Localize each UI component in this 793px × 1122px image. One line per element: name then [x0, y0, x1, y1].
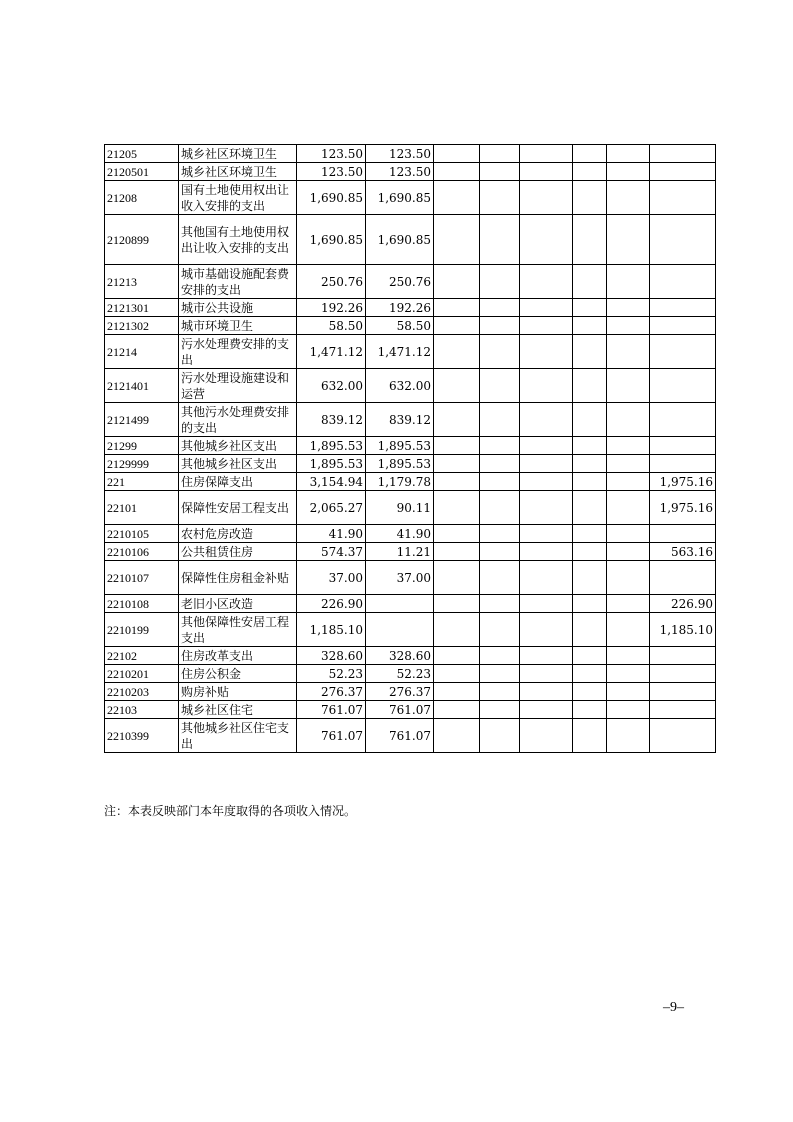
- col1-cell: 761.07: [366, 719, 434, 753]
- col6-cell: [607, 369, 650, 403]
- table-row: [105, 473, 716, 491]
- code-cell: 21213: [105, 265, 179, 299]
- item-name-cell: 其他保障性安居工程支出: [179, 613, 297, 647]
- col1-cell: 192.26: [366, 299, 434, 317]
- code-cell: 22103: [105, 701, 179, 719]
- col4-cell: [520, 455, 573, 473]
- col1-cell: 41.90: [366, 525, 434, 543]
- col3-cell: [480, 181, 520, 215]
- col5-cell: [573, 561, 607, 595]
- col1-cell: 52.23: [366, 665, 434, 683]
- col6-cell: [607, 215, 650, 265]
- code-cell: 221: [105, 473, 179, 491]
- col3-cell: [480, 491, 520, 525]
- col7-cell: [650, 145, 716, 163]
- col3-cell: [480, 719, 520, 753]
- item-name-cell: 其他城乡社区住宅支出: [179, 719, 297, 753]
- total-cell: 1,895.53: [297, 455, 366, 473]
- col1-cell: 11.21: [366, 543, 434, 561]
- col7-cell: [650, 369, 716, 403]
- item-name-cell: 污水处理设施建设和运营: [179, 369, 297, 403]
- col4-cell: [520, 701, 573, 719]
- col7-cell: 1,975.16: [650, 491, 716, 525]
- col4-cell: [520, 437, 573, 455]
- col6-cell: [607, 491, 650, 525]
- table-row: [105, 145, 716, 163]
- col4-cell: [520, 335, 573, 369]
- item-name-cell: 城乡社区环境卫生: [179, 163, 297, 181]
- total-cell: 250.76: [297, 265, 366, 299]
- col7-cell: [650, 701, 716, 719]
- table-row: [105, 683, 716, 701]
- code-cell: 21208: [105, 181, 179, 215]
- total-cell: 192.26: [297, 299, 366, 317]
- col6-cell: [607, 437, 650, 455]
- col2-cell: [434, 613, 480, 647]
- col7-cell: [650, 265, 716, 299]
- total-cell: 2,065.27: [297, 491, 366, 525]
- total-cell: 1,185.10: [297, 613, 366, 647]
- col1-cell: 37.00: [366, 561, 434, 595]
- col7-cell: 1,975.16: [650, 473, 716, 491]
- col3-cell: [480, 543, 520, 561]
- col3-cell: [480, 455, 520, 473]
- code-cell: 2210108: [105, 595, 179, 613]
- col3-cell: [480, 595, 520, 613]
- col1-cell: 1,179.78: [366, 473, 434, 491]
- total-cell: 761.07: [297, 701, 366, 719]
- col2-cell: [434, 595, 480, 613]
- code-cell: 2120501: [105, 163, 179, 181]
- table-row: [105, 595, 716, 613]
- item-name-cell: 老旧小区改造: [179, 595, 297, 613]
- col3-cell: [480, 701, 520, 719]
- col1-cell: 1,690.85: [366, 181, 434, 215]
- table-row: [105, 403, 716, 437]
- col6-cell: [607, 145, 650, 163]
- table-row: [105, 369, 716, 403]
- table-row: [105, 299, 716, 317]
- table-row: [105, 163, 716, 181]
- col6-cell: [607, 265, 650, 299]
- table-row: [105, 561, 716, 595]
- col4-cell: [520, 595, 573, 613]
- col7-cell: [650, 683, 716, 701]
- col1-cell: 250.76: [366, 265, 434, 299]
- col2-cell: [434, 437, 480, 455]
- item-name-cell: 住房改革支出: [179, 647, 297, 665]
- col7-cell: 563.16: [650, 543, 716, 561]
- total-cell: 1,895.53: [297, 437, 366, 455]
- col7-cell: [650, 215, 716, 265]
- col7-cell: [650, 437, 716, 455]
- col5-cell: [573, 403, 607, 437]
- col7-cell: [650, 299, 716, 317]
- col5-cell: [573, 701, 607, 719]
- total-cell: 41.90: [297, 525, 366, 543]
- item-name-cell: 城市环境卫生: [179, 317, 297, 335]
- col2-cell: [434, 317, 480, 335]
- col4-cell: [520, 683, 573, 701]
- col1-cell: [366, 613, 434, 647]
- col5-cell: [573, 437, 607, 455]
- col5-cell: [573, 369, 607, 403]
- col1-cell: 1,895.53: [366, 437, 434, 455]
- col6-cell: [607, 403, 650, 437]
- table-row: [105, 317, 716, 335]
- col7-cell: [650, 719, 716, 753]
- col6-cell: [607, 665, 650, 683]
- col2-cell: [434, 473, 480, 491]
- code-cell: 21299: [105, 437, 179, 455]
- col2-cell: [434, 665, 480, 683]
- col3-cell: [480, 665, 520, 683]
- table-row: [105, 613, 716, 647]
- col7-cell: 226.90: [650, 595, 716, 613]
- code-cell: 2121401: [105, 369, 179, 403]
- col2-cell: [434, 525, 480, 543]
- item-name-cell: 购房补贴: [179, 683, 297, 701]
- col5-cell: [573, 683, 607, 701]
- col6-cell: [607, 455, 650, 473]
- total-cell: 37.00: [297, 561, 366, 595]
- total-cell: 328.60: [297, 647, 366, 665]
- col6-cell: [607, 181, 650, 215]
- item-name-cell: 其他城乡社区支出: [179, 455, 297, 473]
- col2-cell: [434, 299, 480, 317]
- col1-cell: 90.11: [366, 491, 434, 525]
- item-name-cell: 污水处理费安排的支出: [179, 335, 297, 369]
- table-row: [105, 525, 716, 543]
- col2-cell: [434, 145, 480, 163]
- code-cell: 2120899: [105, 215, 179, 265]
- col5-cell: [573, 335, 607, 369]
- item-name-cell: 住房保障支出: [179, 473, 297, 491]
- table-body: [105, 145, 716, 753]
- col6-cell: [607, 595, 650, 613]
- col3-cell: [480, 317, 520, 335]
- col6-cell: [607, 647, 650, 665]
- col6-cell: [607, 163, 650, 181]
- total-cell: 632.00: [297, 369, 366, 403]
- total-cell: 1,690.85: [297, 181, 366, 215]
- col4-cell: [520, 719, 573, 753]
- col3-cell: [480, 163, 520, 181]
- col5-cell: [573, 265, 607, 299]
- code-cell: 2210201: [105, 665, 179, 683]
- col6-cell: [607, 335, 650, 369]
- col6-cell: [607, 683, 650, 701]
- total-cell: 761.07: [297, 719, 366, 753]
- col4-cell: [520, 181, 573, 215]
- col3-cell: [480, 683, 520, 701]
- col2-cell: [434, 265, 480, 299]
- col5-cell: [573, 317, 607, 335]
- col5-cell: [573, 163, 607, 181]
- item-name-cell: 公共租赁住房: [179, 543, 297, 561]
- col4-cell: [520, 613, 573, 647]
- table-row: [105, 647, 716, 665]
- table-row: [105, 665, 716, 683]
- item-name-cell: 城乡社区住宅: [179, 701, 297, 719]
- col4-cell: [520, 647, 573, 665]
- page-number: –9–: [663, 1000, 684, 1015]
- col2-cell: [434, 683, 480, 701]
- col4-cell: [520, 491, 573, 525]
- table-row: [105, 543, 716, 561]
- col3-cell: [480, 561, 520, 595]
- col3-cell: [480, 215, 520, 265]
- item-name-cell: 城乡社区环境卫生: [179, 145, 297, 163]
- col3-cell: [480, 265, 520, 299]
- col3-cell: [480, 403, 520, 437]
- col1-cell: 1,471.12: [366, 335, 434, 369]
- col1-cell: 761.07: [366, 701, 434, 719]
- col6-cell: [607, 473, 650, 491]
- col6-cell: [607, 561, 650, 595]
- col2-cell: [434, 543, 480, 561]
- col2-cell: [434, 369, 480, 403]
- col6-cell: [607, 701, 650, 719]
- col6-cell: [607, 543, 650, 561]
- col4-cell: [520, 403, 573, 437]
- col2-cell: [434, 403, 480, 437]
- total-cell: 226.90: [297, 595, 366, 613]
- col6-cell: [607, 719, 650, 753]
- col3-cell: [480, 335, 520, 369]
- col4-cell: [520, 317, 573, 335]
- income-table: [104, 144, 716, 753]
- col2-cell: [434, 491, 480, 525]
- code-cell: 2210107: [105, 561, 179, 595]
- item-name-cell: 住房公积金: [179, 665, 297, 683]
- col2-cell: [434, 335, 480, 369]
- table-row: [105, 491, 716, 525]
- total-cell: 58.50: [297, 317, 366, 335]
- code-cell: 2210199: [105, 613, 179, 647]
- table-row: [105, 701, 716, 719]
- col5-cell: [573, 665, 607, 683]
- col1-cell: 58.50: [366, 317, 434, 335]
- item-name-cell: 保障性安居工程支出: [179, 491, 297, 525]
- col6-cell: [607, 525, 650, 543]
- item-name-cell: 国有土地使用权出让收入安排的支出: [179, 181, 297, 215]
- col5-cell: [573, 543, 607, 561]
- col5-cell: [573, 613, 607, 647]
- total-cell: 123.50: [297, 145, 366, 163]
- col5-cell: [573, 491, 607, 525]
- col7-cell: [650, 665, 716, 683]
- col5-cell: [573, 181, 607, 215]
- item-name-cell: 农村危房改造: [179, 525, 297, 543]
- table-row: [105, 265, 716, 299]
- code-cell: 2129999: [105, 455, 179, 473]
- code-cell: 2210106: [105, 543, 179, 561]
- col3-cell: [480, 299, 520, 317]
- col1-cell: 839.12: [366, 403, 434, 437]
- code-cell: 2210203: [105, 683, 179, 701]
- item-name-cell: 保障性住房租金补贴: [179, 561, 297, 595]
- code-cell: 2121499: [105, 403, 179, 437]
- col1-cell: 1,690.85: [366, 215, 434, 265]
- col2-cell: [434, 455, 480, 473]
- col5-cell: [573, 719, 607, 753]
- col4-cell: [520, 665, 573, 683]
- col7-cell: [650, 317, 716, 335]
- table-row: [105, 719, 716, 753]
- col5-cell: [573, 525, 607, 543]
- table-row: [105, 215, 716, 265]
- col4-cell: [520, 543, 573, 561]
- col2-cell: [434, 181, 480, 215]
- col3-cell: [480, 613, 520, 647]
- total-cell: 839.12: [297, 403, 366, 437]
- code-cell: 21214: [105, 335, 179, 369]
- col5-cell: [573, 595, 607, 613]
- code-cell: 22102: [105, 647, 179, 665]
- col3-cell: [480, 647, 520, 665]
- col3-cell: [480, 525, 520, 543]
- code-cell: 2121301: [105, 299, 179, 317]
- col7-cell: 1,185.10: [650, 613, 716, 647]
- col7-cell: [650, 181, 716, 215]
- total-cell: 123.50: [297, 163, 366, 181]
- col4-cell: [520, 473, 573, 491]
- col4-cell: [520, 299, 573, 317]
- table-note: 注：本表反映部门本年度取得的各项收入情况。: [104, 804, 357, 818]
- code-cell: 21205: [105, 145, 179, 163]
- item-name-cell: 城市公共设施: [179, 299, 297, 317]
- item-name-cell: 其他污水处理费安排的支出: [179, 403, 297, 437]
- col7-cell: [650, 335, 716, 369]
- total-cell: 3,154.94: [297, 473, 366, 491]
- code-cell: 2210399: [105, 719, 179, 753]
- total-cell: 1,471.12: [297, 335, 366, 369]
- col7-cell: [650, 163, 716, 181]
- col2-cell: [434, 647, 480, 665]
- col7-cell: [650, 561, 716, 595]
- col6-cell: [607, 613, 650, 647]
- col7-cell: [650, 403, 716, 437]
- col3-cell: [480, 473, 520, 491]
- total-cell: 52.23: [297, 665, 366, 683]
- code-cell: 2121302: [105, 317, 179, 335]
- col1-cell: 123.50: [366, 145, 434, 163]
- col3-cell: [480, 145, 520, 163]
- col1-cell: 1,895.53: [366, 455, 434, 473]
- item-name-cell: 其他国有土地使用权出让收入安排的支出: [179, 215, 297, 265]
- col6-cell: [607, 317, 650, 335]
- code-cell: 22101: [105, 491, 179, 525]
- col2-cell: [434, 561, 480, 595]
- col6-cell: [607, 299, 650, 317]
- col1-cell: 328.60: [366, 647, 434, 665]
- table-row: [105, 455, 716, 473]
- table-row: [105, 181, 716, 215]
- col5-cell: [573, 145, 607, 163]
- col4-cell: [520, 369, 573, 403]
- col5-cell: [573, 299, 607, 317]
- col1-cell: 276.37: [366, 683, 434, 701]
- total-cell: 276.37: [297, 683, 366, 701]
- col2-cell: [434, 719, 480, 753]
- col1-cell: 632.00: [366, 369, 434, 403]
- col4-cell: [520, 145, 573, 163]
- col5-cell: [573, 455, 607, 473]
- col7-cell: [650, 647, 716, 665]
- col3-cell: [480, 369, 520, 403]
- col7-cell: [650, 455, 716, 473]
- table-row: [105, 437, 716, 455]
- item-name-cell: 城市基础设施配套费安排的支出: [179, 265, 297, 299]
- col4-cell: [520, 561, 573, 595]
- col4-cell: [520, 265, 573, 299]
- col5-cell: [573, 473, 607, 491]
- col2-cell: [434, 215, 480, 265]
- col5-cell: [573, 647, 607, 665]
- col3-cell: [480, 437, 520, 455]
- col1-cell: [366, 595, 434, 613]
- col5-cell: [573, 215, 607, 265]
- table-row: [105, 335, 716, 369]
- col2-cell: [434, 163, 480, 181]
- col4-cell: [520, 215, 573, 265]
- col2-cell: [434, 701, 480, 719]
- total-cell: 574.37: [297, 543, 366, 561]
- item-name-cell: 其他城乡社区支出: [179, 437, 297, 455]
- code-cell: 2210105: [105, 525, 179, 543]
- col1-cell: 123.50: [366, 163, 434, 181]
- col4-cell: [520, 163, 573, 181]
- col7-cell: [650, 525, 716, 543]
- total-cell: 1,690.85: [297, 215, 366, 265]
- col4-cell: [520, 525, 573, 543]
